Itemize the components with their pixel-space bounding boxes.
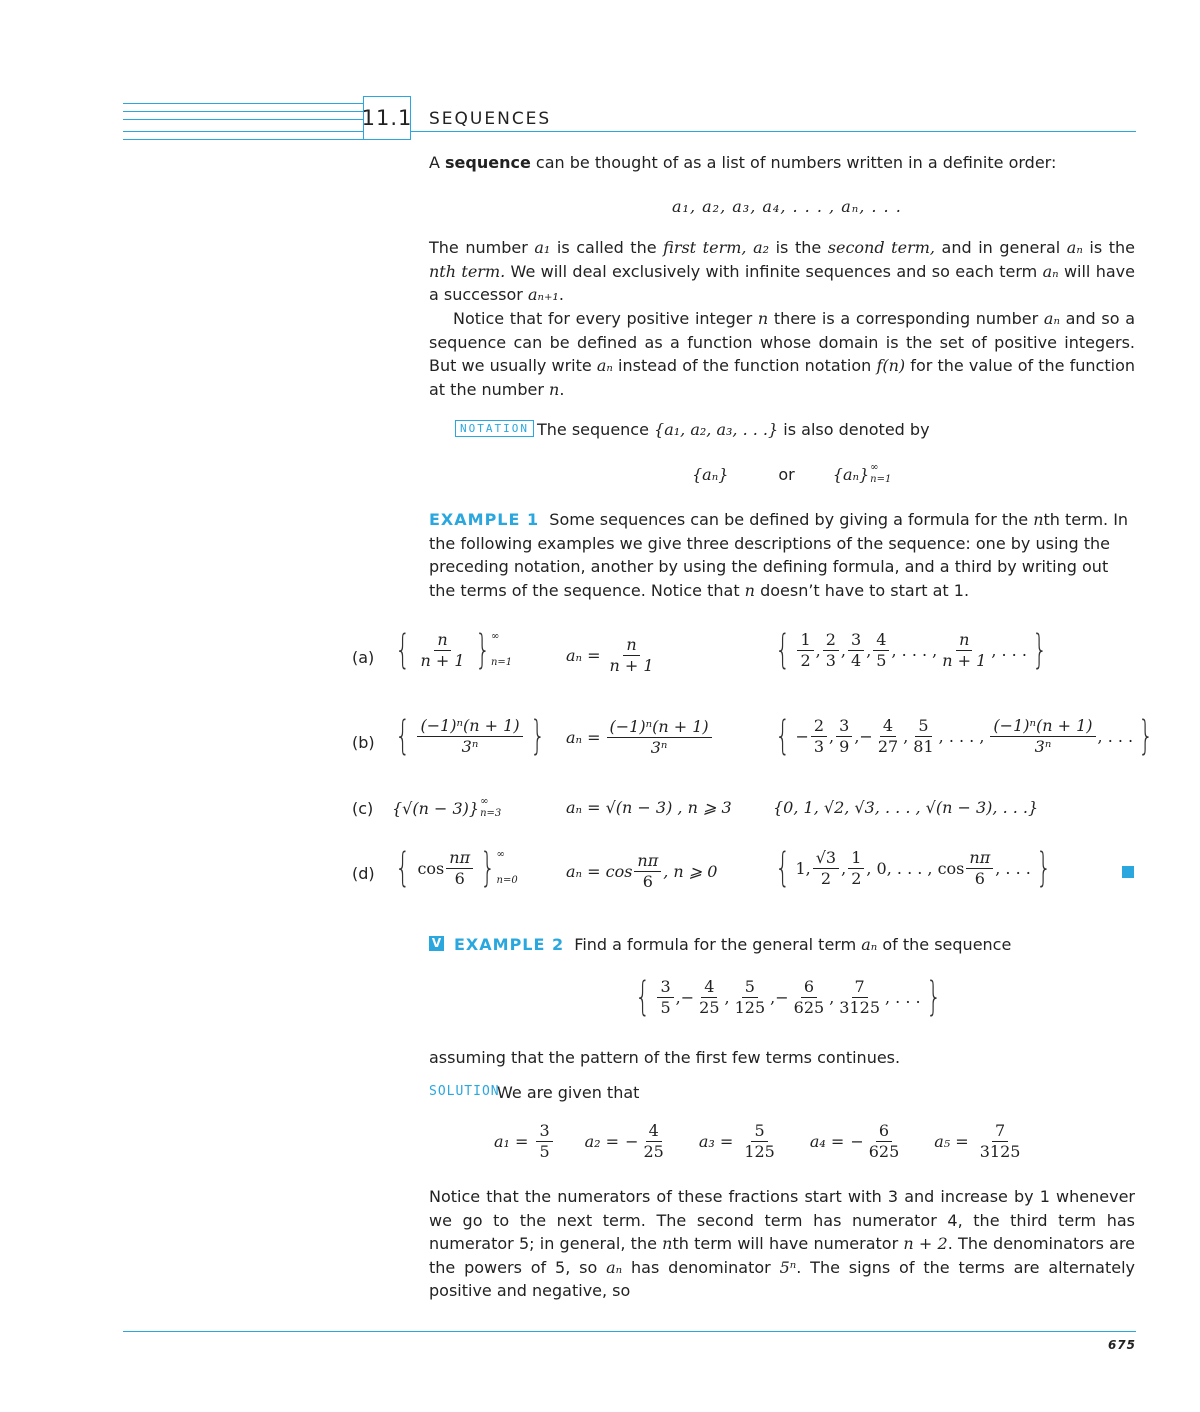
solution-values: a₁ = $\frac{3}{5}$ a₂ = − $\frac{4}{25}$ a₃ = $\frac{5}{125}$ a₄ = − $\frac{6}{625}$ a₅ = $\frac{7}{3125}$ — [494, 1121, 1021, 1161]
row-b-label: (b) — [352, 733, 375, 752]
example1-label: EXAMPLE 1 — [429, 510, 540, 529]
row-b-col1: { $\frac{\text{(−1)ⁿ(n + 1)}}{\text{3ⁿ}}$ } — [395, 713, 545, 759]
example2-heading: EXAMPLE 2 Find a formula for the general term aₙ of the sequence — [454, 935, 1012, 954]
header-rule-1 — [123, 103, 363, 104]
section-number-box — [363, 96, 411, 140]
example2-badge: V — [429, 936, 444, 951]
example2-assuming: assuming that the pattern of the first few terms continues. — [429, 1048, 901, 1067]
solution-text: We are given that — [497, 1083, 640, 1102]
row-b-col2: aₙ = $\frac{\text{(−1)ⁿ(n + 1)}}{\text{3ⁿ}}$ — [566, 718, 714, 757]
row-a-col3: { $\frac{1}{2}$ , $\frac{2}{3}$ , $\frac{3}{4}$ , $\frac{4}{5}$ , . . . , $\frac{n}{n + 1}$ , . . . } — [775, 627, 1048, 673]
end-of-example-square — [1122, 866, 1134, 878]
section-number: 11.1 — [361, 106, 413, 130]
header-rule-2 — [123, 111, 363, 112]
paragraph-function: Notice that for every positive integer n there is a corresponding number aₙ and so a sequence can be defined as a function whose domain is the set of positive integers. But we usually write aₙ instead of the function notation f(n) for the value of the function at the number n. — [429, 309, 1136, 399]
row-c-col1: {√(n − 3)} ∞ n=3 — [392, 796, 502, 819]
header-rule-5 — [123, 139, 363, 140]
row-d-label: (d) — [352, 864, 375, 883]
paragraph-first-term: The number a₁ is called the first term, a₂ is the second term, and in general aₙ is the nth term. We will deal exclusively with infinite sequences and so each term aₙ will have a successor aₙ₊₁. — [429, 238, 1135, 304]
notation-left: {aₙ} — [692, 464, 729, 484]
paragraph-numerators: Notice that the numerators of these fractions start with 3 and increase by 1 whenever we go to the next term. The second term has numerator 4, the third term has numerator 5; in general, the nth term will have numerator n + 2. The denominators are the powers of 5, so aₙ has denominator 5ⁿ. The signs of the terms are alternately positive and negative, so — [429, 1187, 1136, 1300]
example2-label: EXAMPLE 2 — [454, 935, 565, 954]
row-c-col2: aₙ = √(n − 3) , n ⩾ 3 — [566, 798, 732, 817]
notation-text: The sequence {a₁, a₂, a₃, . . .} is also denoted by — [537, 420, 930, 439]
row-a-label: (a) — [352, 648, 375, 667]
footer-rule — [123, 1331, 1136, 1332]
row-a-col1: { $\frac{n}{n + 1}$ } ∞ n=1 — [395, 627, 513, 673]
notation-tag: NOTATION — [455, 420, 534, 437]
row-c-label: (c) — [352, 799, 374, 818]
row-c-col3: {0, 1, √2, √3, . . . , √(n − 3), . . .} — [773, 798, 1039, 817]
row-d-col2: aₙ = cos $\frac{n\pi}{6}$ , n ⩾ 0 — [566, 851, 718, 891]
row-b-col3: { − $\frac{2}{3}$ , $\frac{3}{9}$ , − $\frac{4}{27}$ , $\frac{5}{81}$ , . . . , $\frac{\text{(−1)ⁿ(n + 1)}}{\text{3ⁿ}}$ , . . . } — [775, 713, 1154, 759]
section-title: SEQUENCES — [429, 109, 557, 129]
row-d-col3: { 1, $\frac{√3}{2}$ , $\frac{1}{2}$ , 0, . . . , cos $\frac{n\pi}{6}$ , . . . } — [775, 845, 1052, 891]
header-rule-4 — [123, 131, 1136, 132]
notation-right: {aₙ} — [832, 464, 870, 484]
row-d-col1: { cos $\frac{n\pi}{6}$ } ∞ n=0 — [395, 845, 518, 891]
notation-or: or — [778, 464, 795, 484]
notation-display: {aₙ} or {aₙ} ∞ n=1 — [692, 462, 892, 485]
term-sequence: sequence — [445, 153, 531, 172]
intro-paragraph: A sequence can be thought of as a list of numbers written in a definite order: — [429, 153, 1057, 172]
solution-label: SOLUTION — [429, 1084, 500, 1099]
row-a-col2: aₙ = $\frac{n}{n + 1}$ — [566, 635, 654, 675]
header-rule-3 — [123, 119, 363, 120]
example1-paragraph: EXAMPLE 1 Some sequences can be defined by giving a formula for the nth term. In the following examples we give three descriptions of the sequence: one by using the preceding notation, another by using the defining formula, and a third by writing out the terms of the sequence. Notice that n doesn’t have to start at 1. — [429, 510, 1129, 600]
display-sequence: a₁, a₂, a₃, a₄, . . . , aₙ, . . . — [672, 197, 902, 216]
example2-sequence: { $\frac{3}{5}$ , − $\frac{4}{25}$ , $\frac{5}{125}$ , − $\frac{6}{625}$ , $\frac{7}{3125}$ , . . . } — [635, 974, 941, 1020]
page-number: 675 — [1107, 1338, 1136, 1352]
